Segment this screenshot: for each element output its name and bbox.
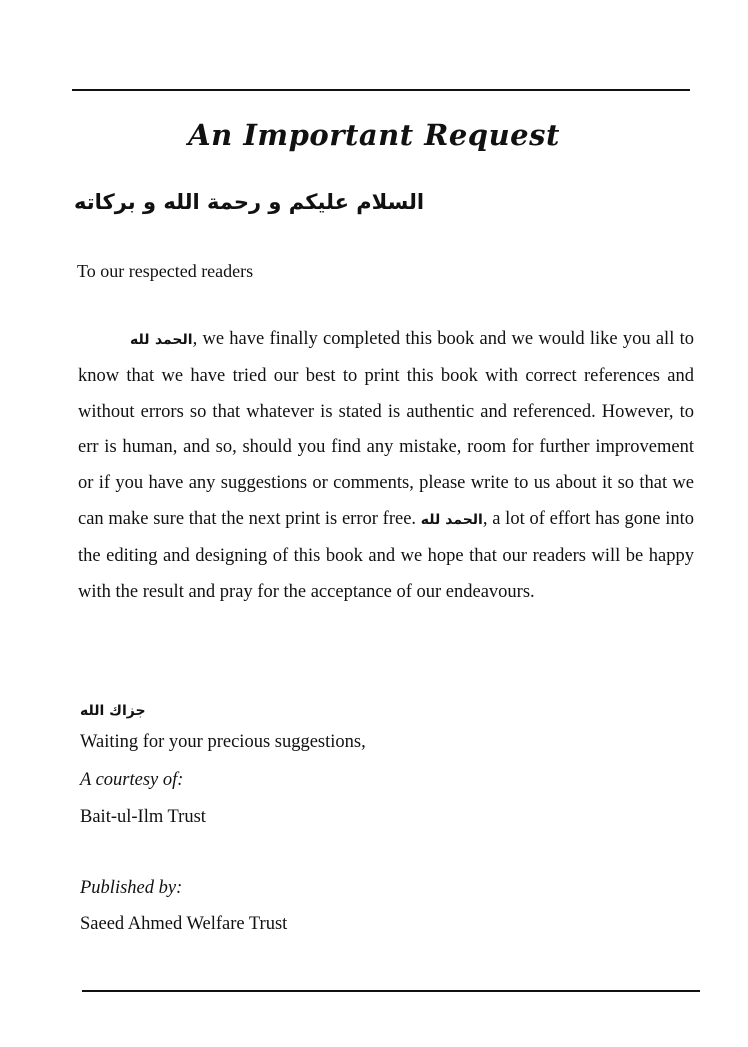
- body-paragraph: [78, 322, 694, 610]
- publisher-name: Saeed Ahmed Welfare Trust: [80, 914, 288, 934]
- bottom-divider: [82, 990, 700, 992]
- published-label: Published by:: [80, 878, 183, 898]
- arabic-alhamdulillah-middle: الحمد لله: [420, 511, 483, 528]
- salutation: To our respected readers: [77, 261, 254, 281]
- arabic-greeting: السلام علیکم و رحمة الله و برکاته: [74, 190, 425, 214]
- page-title: An Important Request: [188, 118, 560, 152]
- arabic-jazakallah: جزاك الله: [80, 703, 146, 719]
- courtesy-name: Bait-ul-Ilm Trust: [80, 807, 206, 827]
- paragraph-part-1: , we have finally completed this book and we would like you all to know that we have tried our best to print this book with correct references and without errors so that whatever is stated is authentic and referenced. However, to err is human, and so, should you find any mistake, room for further improvement or if you have any suggestions or comments, please write to us about it so that we can make sure that the next print is error free.: [78, 329, 694, 529]
- courtesy-label: A courtesy of:: [80, 770, 184, 790]
- arabic-alhamdulillah-opening: الحمد لله: [130, 332, 193, 348]
- paragraph-part-2: , a lot of effort has gone into the editing and designing of this book and we hope that our readers will be happy with the result and pray for the acceptance of our endeavours.: [78, 508, 694, 602]
- top-divider: [72, 89, 690, 91]
- waiting-line: Waiting for your precious suggestions,: [80, 732, 366, 752]
